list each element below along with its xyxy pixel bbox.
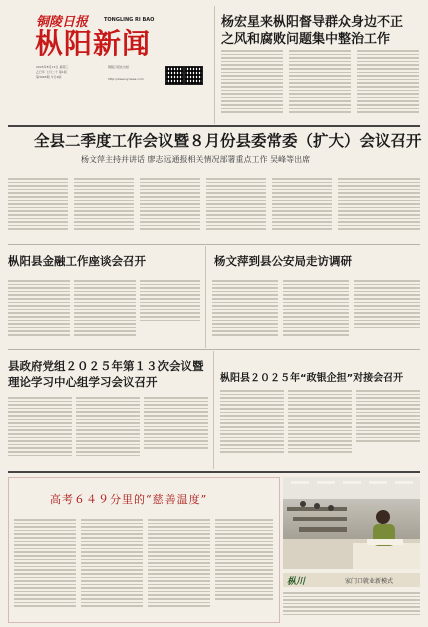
- police-body-col-1: [212, 278, 278, 344]
- finance-headline: 枞阳县金融工作座谈会召开: [8, 254, 146, 268]
- feature-body-col-3: [148, 517, 210, 617]
- lead-headline-line-1: 杨宏星来枞阳督导群众身边不正: [221, 15, 404, 30]
- police-headline: 杨文萍到县公安局走访调研: [214, 254, 352, 268]
- issue-date: 2025年8月13日 星期三: [36, 65, 69, 69]
- column-body: [283, 590, 420, 620]
- finance-body-col-1: [8, 278, 70, 344]
- main-body-col-5: [272, 176, 332, 238]
- lead-headline-line-2: 之风和腐败问题集中整治工作: [221, 32, 391, 47]
- sponsor: 铜陵日报社出版: [108, 65, 130, 69]
- party-group-body-col-3: [144, 395, 208, 465]
- feature-body-col-4: [215, 517, 273, 617]
- rule: [8, 244, 420, 245]
- rule: [8, 349, 420, 350]
- loan-headline: 枞阳县２０２５年“政银企担”对接会召开: [220, 373, 404, 384]
- masthead-title: 枞阳新闻: [35, 27, 152, 60]
- loan-body-col-2: [288, 388, 352, 465]
- lead-body-col-3: [357, 48, 419, 120]
- party-group-headline-line-1: 县政府党组２０２５年第１３次会议暨: [8, 359, 204, 373]
- rule: [8, 471, 420, 473]
- main-body-col-3: [140, 176, 200, 238]
- main-headline: 全县二季度工作会议暨８月份县委常委（扩大）会议召开: [34, 132, 422, 150]
- feature-headline: 高考６４９分里的“慈善温度”: [50, 493, 208, 506]
- main-body-col-6: [338, 176, 420, 238]
- factory-photo-image: [283, 477, 420, 569]
- feature-body-col-2: [81, 517, 143, 617]
- column-title: 家门口就业新模式: [345, 578, 394, 585]
- feature-body-col-1: [14, 517, 76, 617]
- main-body-col-4: [206, 176, 266, 238]
- finance-body-col-3: [140, 278, 200, 344]
- police-body-col-2: [283, 278, 349, 344]
- issue-lunar: 乙巳年 七月二十 第1版: [36, 70, 67, 74]
- issue-number: 第3965期 今日4版: [36, 75, 62, 79]
- party-group-body-col-1: [8, 395, 72, 465]
- main-body-col-2: [74, 176, 134, 238]
- masthead-pinyin: TONGLING RI BAO: [104, 17, 155, 23]
- lead-body-col-1: [221, 48, 283, 120]
- factory-photo: [283, 477, 420, 569]
- lead-body-col-2: [289, 48, 351, 120]
- rule: [8, 125, 420, 127]
- qr-code-icon: [184, 66, 203, 85]
- party-group-body-col-2: [76, 395, 140, 465]
- column-logo: 枞川: [287, 577, 306, 587]
- website: http://www.zynews.com: [108, 77, 144, 81]
- loan-body-col-1: [220, 388, 284, 465]
- qr-code-icon: [165, 66, 184, 85]
- party-group-headline-line-2: 理论学习中心组学习会议召开: [8, 375, 158, 389]
- main-body-col-1: [8, 176, 68, 238]
- masthead-brand: 铜陵日报: [36, 15, 89, 30]
- police-body-col-3: [354, 278, 420, 344]
- main-subheadline: 杨文萍主持并讲话 廖志远通报相关情况部署重点工作 吴峰等出席: [81, 155, 311, 164]
- finance-body-col-2: [74, 278, 136, 344]
- loan-body-col-3: [356, 388, 420, 465]
